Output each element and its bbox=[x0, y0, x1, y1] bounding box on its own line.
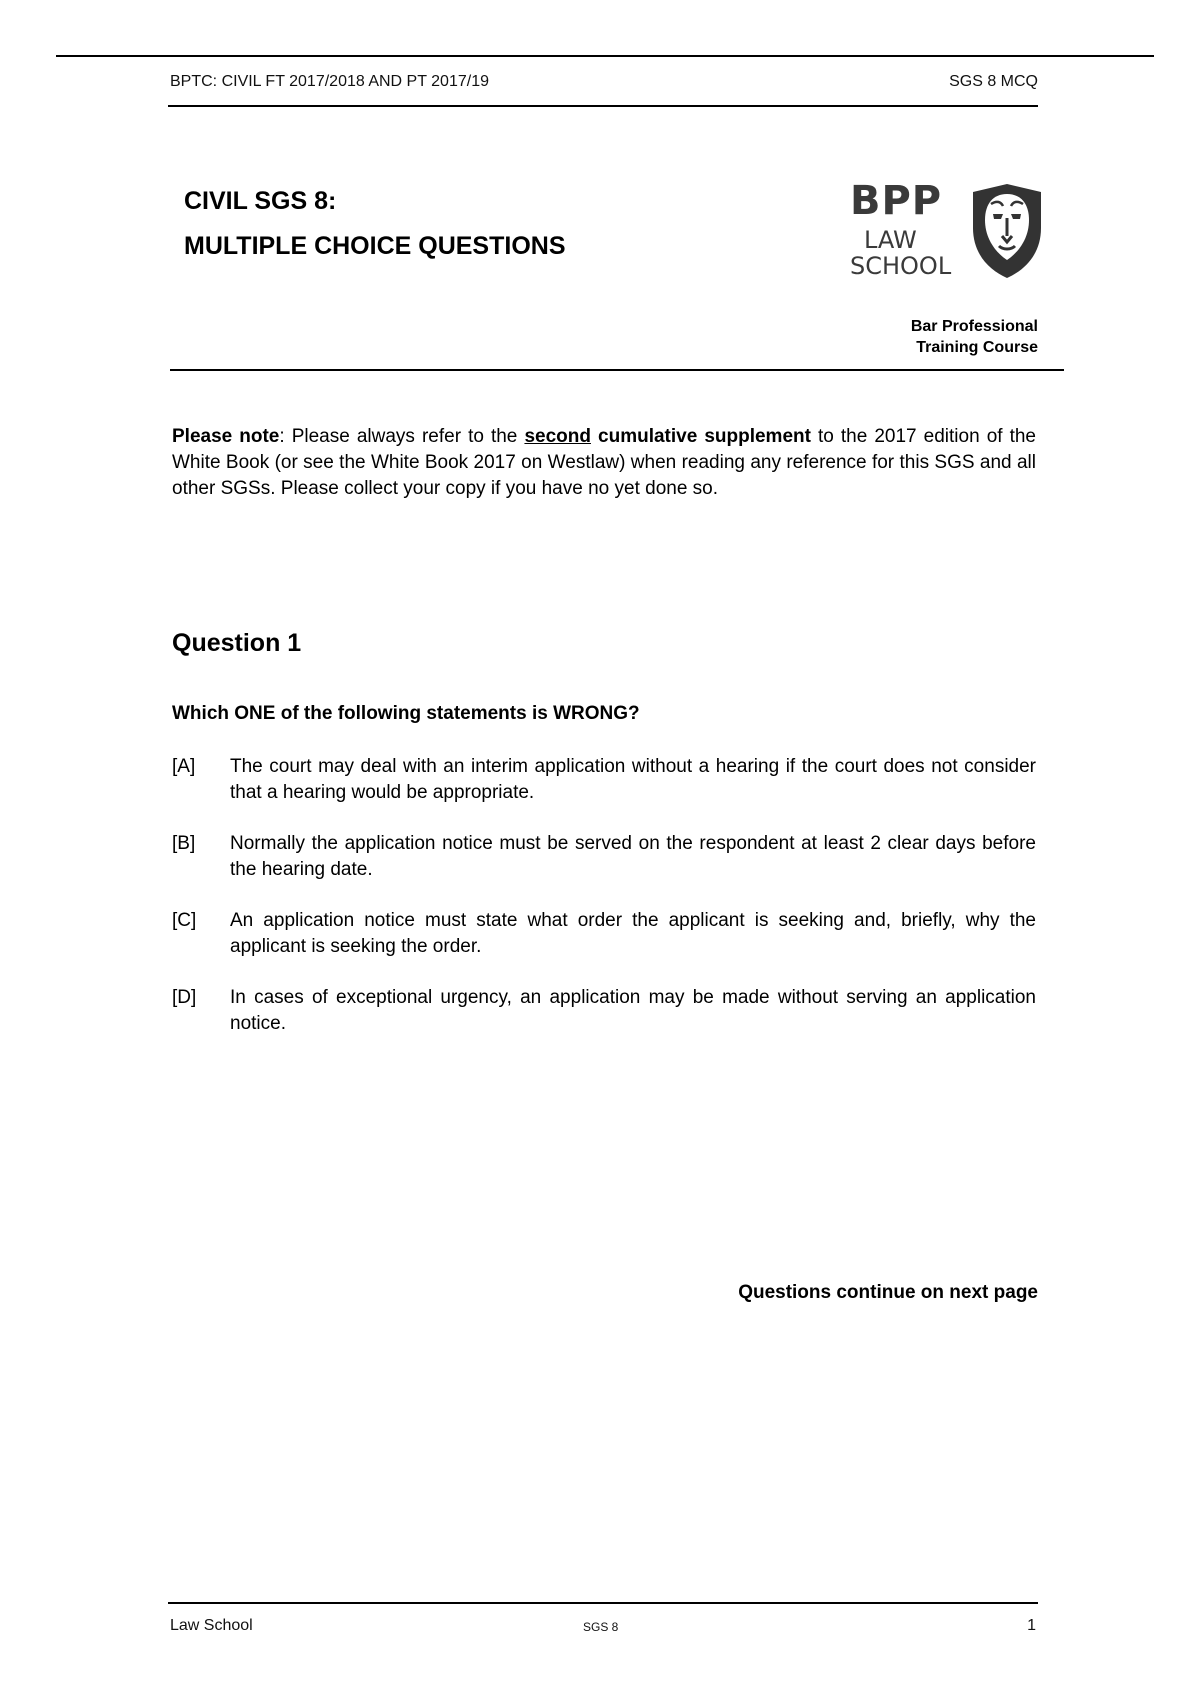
doc-title-line-1: CIVIL SGS 8: bbox=[184, 187, 337, 215]
note-underlined-word: second bbox=[524, 426, 591, 447]
option-text: In cases of exceptional urgency, an application may be made without serving an application notice. bbox=[230, 987, 1036, 1034]
note-text-b: to the 2017 edition of the White Book (or see the White Book 2017 on Westlaw) when reading any reference for this SGS and all other SGSs. Please collect your copy if you have no yet done so. bbox=[172, 426, 1036, 499]
option-label: [A] bbox=[172, 756, 196, 777]
logo-law-text: LAW bbox=[864, 226, 917, 254]
option-text: An application notice must state what order the applicant is seeking and, briefly, why the applicant is seeking the order. bbox=[230, 910, 1036, 957]
page-number: 1 bbox=[1027, 1617, 1036, 1634]
running-header-left: BPTC: CIVIL FT 2017/2018 AND PT 2017/19 bbox=[170, 73, 489, 90]
option-text: Normally the application notice must be served on the respondent at least 2 clear days before the hearing date. bbox=[230, 833, 1036, 880]
course-label-line-2: Training Course bbox=[916, 339, 1038, 356]
option-label: [B] bbox=[172, 833, 196, 854]
note-bold-phrase: cumulative supplement bbox=[598, 426, 811, 447]
logo-school-text: SCHOOL bbox=[850, 252, 952, 280]
answer-option-c bbox=[172, 908, 1036, 960]
note-space bbox=[591, 426, 598, 447]
option-label: [D] bbox=[172, 987, 197, 1008]
footer-left: Law School bbox=[170, 1617, 253, 1634]
logo-bpp-text: BPP bbox=[850, 178, 943, 224]
bpp-logo bbox=[848, 180, 1048, 290]
footer-center: SGS 8 bbox=[583, 1620, 619, 1634]
please-note-paragraph bbox=[172, 424, 1036, 502]
lion-shield-icon bbox=[971, 182, 1043, 280]
question-heading: Question 1 bbox=[172, 629, 302, 657]
footer-rule bbox=[168, 1602, 1038, 1604]
course-label bbox=[911, 316, 1038, 358]
option-text: The court may deal with an interim application without a hearing if the court does not consider that a hearing would be appropriate. bbox=[230, 756, 1036, 803]
running-header-right: SGS 8 MCQ bbox=[949, 73, 1038, 90]
please-note-label: Please note bbox=[172, 426, 280, 447]
answer-option-a bbox=[172, 754, 1036, 806]
header-rule bbox=[168, 105, 1038, 107]
title-block-rule bbox=[170, 369, 1064, 371]
continue-note: Questions continue on next page bbox=[738, 1282, 1038, 1303]
option-label: [C] bbox=[172, 910, 197, 931]
course-label-line-1: Bar Professional bbox=[910, 318, 1038, 335]
note-text-a: : Please always refer to the bbox=[279, 426, 525, 447]
top-border-rule bbox=[56, 55, 1154, 57]
answer-option-d bbox=[172, 985, 1036, 1037]
doc-title-line-2: MULTIPLE CHOICE QUESTIONS bbox=[184, 232, 566, 260]
question-stem: Which ONE of the following statements is WRONG? bbox=[172, 703, 640, 724]
answer-option-b bbox=[172, 831, 1036, 883]
